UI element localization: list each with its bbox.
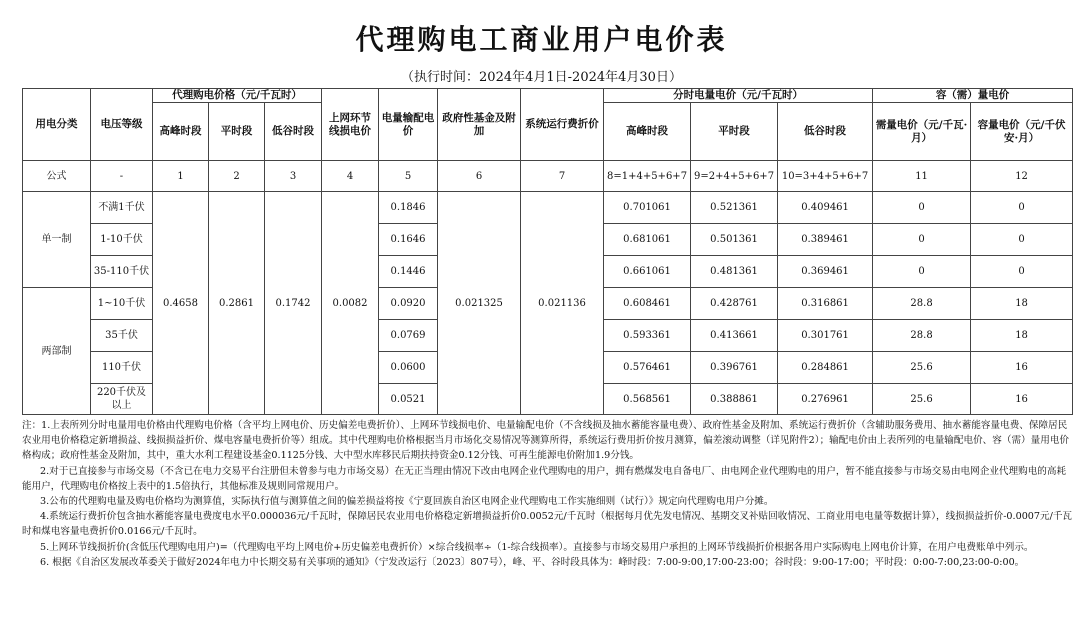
- tou-peak-cell: 0.568561: [604, 384, 691, 415]
- formula-cell: 7: [521, 161, 604, 192]
- transmission-cell: 0.0920: [379, 288, 438, 320]
- formula-cell: 1: [153, 161, 209, 192]
- formula-cell: 11: [873, 161, 971, 192]
- voltage-cell: 不满1千伏: [91, 192, 153, 224]
- tou-peak-cell: 0.608461: [604, 288, 691, 320]
- formula-row: [23, 161, 1073, 192]
- voltage-cell: 1~10千伏: [91, 288, 153, 320]
- header-line-loss: 上网环节线损电价: [322, 89, 379, 161]
- header-tou-peak: 高峰时段: [604, 103, 691, 161]
- tou-valley-cell: 0.284861: [778, 352, 873, 384]
- cap-cell: 0: [971, 224, 1073, 256]
- cap-cell: 18: [971, 288, 1073, 320]
- formula-cell: 9=2+4+5+6+7: [691, 161, 778, 192]
- transmission-cell: 0.1846: [379, 192, 438, 224]
- note-3: 3.公布的代理购电量及购电价格均为测算值，实际执行值与测算值之间的偏差损益将按《宁夏回族自治区电网企业代理购电工作实施细则（试行）》规定向代理购电用户分摊。: [40, 496, 774, 508]
- voltage-cell: 35-110千伏: [91, 256, 153, 288]
- note-4: 4.系统运行费折价包含抽水蓄能容量电费度电水平0.000036元/千瓦时，保障居民农业用电价格稳定新增损益折价0.0052元/千瓦时（根据每月优先发电情况、基期交叉补贴回收情况、工商业用电电量等数据计算），线损损益折价-0.0007元/千瓦时和煤电容量电费折价0.0166元/千瓦时。: [22, 511, 1073, 538]
- formula-cell: 8=1+4+5+6+7: [604, 161, 691, 192]
- tou-flat-cell: 0.396761: [691, 352, 778, 384]
- tou-valley-cell: 0.389461: [778, 224, 873, 256]
- header-category: 用电分类: [23, 89, 91, 161]
- tou-peak-cell: 0.593361: [604, 320, 691, 352]
- tou-peak-cell: 0.576461: [604, 352, 691, 384]
- formula-cell: 2: [209, 161, 265, 192]
- transmission-cell: 0.1646: [379, 224, 438, 256]
- voltage-cell: 110千伏: [91, 352, 153, 384]
- header-flat: 平时段: [209, 103, 265, 161]
- note-1: 注：1.上表所列分时电量用电价格由代理购电价格（含平均上网电价、历史偏差电费折价）、上网环节线损电价、电量输配电价（不含线损及抽水蓄能容量电费）、政府性基金及附加、系统运行费折价（含辅助服务费用、抽水蓄能容量电费、保障居民农业用电价格稳定新增损益、线损损益折价、煤电容量电费折价等）组成。其中代理购电价格根据当月市场化交易情况等测算所得，系统运行费用折价按月测算，偏差滚动调整（详见附件2）；输配电价由上表所列的电量输配电价、容（需）量用电价格构成；政府性基金及附加，其中，重大水利工程建设基金0.1125分钱、大中型水库移民后期扶持资金0.12分钱、可再生能源电价附加1.9分钱。: [22, 420, 1070, 462]
- formula-cell: -: [91, 161, 153, 192]
- voltage-cell: 1-10千伏: [91, 224, 153, 256]
- fund-cell: 0.021325: [438, 192, 521, 415]
- tou-flat-cell: 0.521361: [691, 192, 778, 224]
- transmission-cell: 0.0769: [379, 320, 438, 352]
- header-peak: 高峰时段: [153, 103, 209, 161]
- cap-cell: 16: [971, 384, 1073, 415]
- voltage-cell: 35千伏: [91, 320, 153, 352]
- page-title: 代理购电工商业用户电价表: [355, 23, 728, 56]
- header-agent-price: 代理购电价格（元/千瓦时）: [153, 89, 322, 103]
- transmission-cell: 0.0521: [379, 384, 438, 415]
- formula-cell: 12: [971, 161, 1073, 192]
- demand-cell: 28.8: [873, 288, 971, 320]
- header-tou-valley: 低谷时段: [778, 103, 873, 161]
- table-row: [23, 192, 1073, 224]
- demand-cell: 0: [873, 224, 971, 256]
- cap-cell: 0: [971, 256, 1073, 288]
- formula-cell: 公式: [23, 161, 91, 192]
- transmission-cell: 0.1446: [379, 256, 438, 288]
- agent-flat-cell: 0.2861: [209, 192, 265, 415]
- tou-peak-cell: 0.701061: [604, 192, 691, 224]
- demand-cell: 25.6: [873, 384, 971, 415]
- cap-cell: 16: [971, 352, 1073, 384]
- header-tou: 分时电量电价（元/千瓦时）: [604, 89, 873, 103]
- note-5: 5.上网环节线损折价(含低压代理购电用户)=（代理购电平均上网电价+历史偏差电费折价）×综合线损率÷（1-综合线损率）。直接参与市场交易用户承担的上网环节线损折价根据各用户实际购电上网电价计算，在用户电费账单中列示。: [40, 541, 1034, 553]
- effective-period: （执行时间：2024年4月1日-2024年4月30日）: [401, 70, 682, 85]
- agent-peak-cell: 0.4658: [153, 192, 209, 415]
- note-6: 6. 根据《自治区发展改革委关于做好2024年电力中长期交易有关事项的通知》（宁发改运行〔2023〕807号），峰、平、谷时段具体为：峰时段：7:00-9:00,17:00-23:00；谷时段：9:00-17:00；平时段：0:00-7:00,23:00-0:00。: [40, 556, 1025, 568]
- system-cell: 0.021136: [521, 192, 604, 415]
- formula-cell: 6: [438, 161, 521, 192]
- tou-valley-cell: 0.301761: [778, 320, 873, 352]
- tou-flat-cell: 0.501361: [691, 224, 778, 256]
- price-table: [22, 88, 1073, 415]
- demand-cell: 0: [873, 256, 971, 288]
- agent-valley-cell: 0.1742: [265, 192, 322, 415]
- notes: [22, 418, 1072, 570]
- tou-valley-cell: 0.316861: [778, 288, 873, 320]
- header-voltage: 电压等级: [91, 89, 153, 161]
- header-transmission: 电量输配电价: [379, 89, 438, 161]
- tou-flat-cell: 0.413661: [691, 320, 778, 352]
- transmission-cell: 0.0600: [379, 352, 438, 384]
- header-cap: 容量电价（元/千伏安·月）: [971, 103, 1073, 161]
- demand-cell: 25.6: [873, 352, 971, 384]
- line-loss-cell: 0.0082: [322, 192, 379, 415]
- tou-valley-cell: 0.409461: [778, 192, 873, 224]
- demand-cell: 28.8: [873, 320, 971, 352]
- header-fund: 政府性基金及附加: [438, 89, 521, 161]
- header-tou-flat: 平时段: [691, 103, 778, 161]
- header-system: 系统运行费折价: [521, 89, 604, 161]
- tou-valley-cell: 0.369461: [778, 256, 873, 288]
- category-two-part: 两部制: [23, 288, 91, 415]
- header-capacity: 容（需）量电价: [873, 89, 1073, 103]
- voltage-cell: 220千伏及以上: [91, 384, 153, 415]
- demand-cell: 0: [873, 192, 971, 224]
- header-demand: 需量电价（元/千瓦·月）: [873, 103, 971, 161]
- tou-peak-cell: 0.661061: [604, 256, 691, 288]
- cap-cell: 18: [971, 320, 1073, 352]
- formula-cell: 4: [322, 161, 379, 192]
- header-valley: 低谷时段: [265, 103, 322, 161]
- cap-cell: 0: [971, 192, 1073, 224]
- tou-valley-cell: 0.276961: [778, 384, 873, 415]
- tou-flat-cell: 0.388861: [691, 384, 778, 415]
- formula-cell: 5: [379, 161, 438, 192]
- tou-peak-cell: 0.681061: [604, 224, 691, 256]
- note-2: 2.对于已直接参与市场交易（不含已在电力交易平台注册但未曾参与电力市场交易）在无正当理由情况下改由电网企业代理购电的用户，拥有燃煤发电自备电厂、由电网企业代理购电的用户，暂不能直接参与市场交易由电网企业代理购电的高耗能用户，代理购电价格按上表中的1.5倍执行，其他标准及规则同常规用户。: [22, 465, 1067, 492]
- formula-cell: 3: [265, 161, 322, 192]
- tou-flat-cell: 0.428761: [691, 288, 778, 320]
- category-single: 单一制: [23, 192, 91, 288]
- formula-cell: 10=3+4+5+6+7: [778, 161, 873, 192]
- tou-flat-cell: 0.481361: [691, 256, 778, 288]
